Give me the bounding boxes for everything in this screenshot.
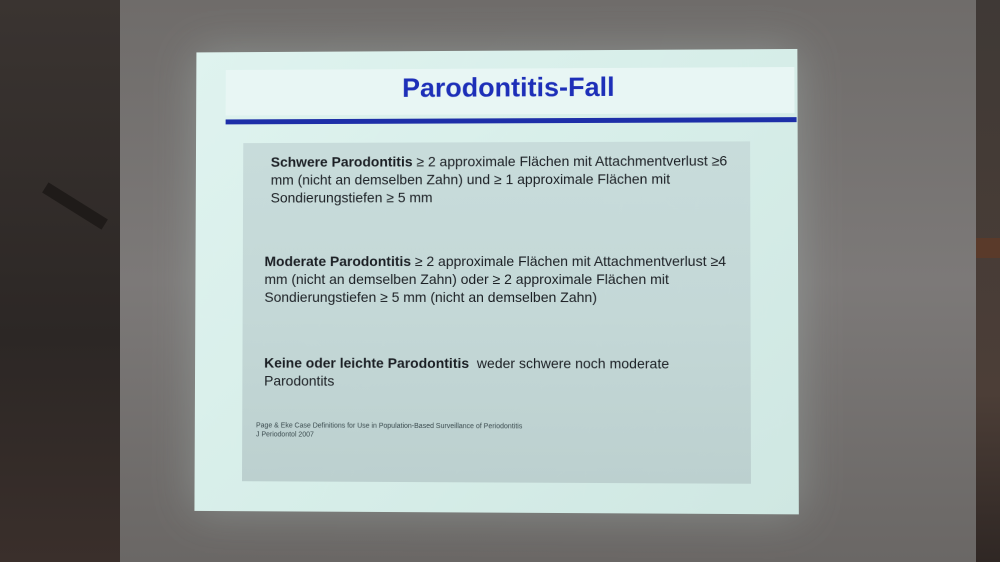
definition-moderate (264, 252, 744, 306)
citation (256, 421, 676, 441)
title-divider (226, 117, 797, 124)
slide-title: Parodontitis-Fall (402, 71, 615, 103)
title-bar (226, 67, 795, 115)
definition-term: Schwere Parodontitis (270, 153, 413, 170)
wall-hook (976, 238, 1000, 258)
citation-source: Page & Eke Case Definitions for Use in Population-Based Surveillance of Periodontitis (256, 422, 523, 431)
left-wall (0, 0, 120, 562)
wall-bracket (42, 182, 108, 229)
definition-text: ≥ 2 approximale Flächen mit Attachmentverlust ≥4 mm (nicht an demselben Zahn) oder ≥ 2 approximale Flächen mit Sondierungstiefen ≥ 5 mm (nicht an demselben Zahn) (264, 252, 727, 306)
definition-text: ≥ 2 approximale Flächen mit Attachmentverlust ≥6 mm (nicht an demselben Zahn) und ≥ 1 approximale Flächen mit Sondierungstiefen ≥ 5 mm (270, 152, 728, 206)
citation-journal: J Periodontol 2007 (256, 431, 314, 439)
projected-slide (194, 49, 798, 514)
definition-severe (271, 151, 751, 206)
right-wall (976, 0, 1000, 562)
definition-term: Moderate Parodontitis (264, 253, 412, 270)
definitions-box (242, 141, 751, 483)
definition-text: weder schwere noch moderate Parodontits (264, 355, 674, 389)
definition-term: Keine oder leichte Parodontitis (264, 354, 470, 372)
definition-none-or-mild (264, 354, 745, 391)
